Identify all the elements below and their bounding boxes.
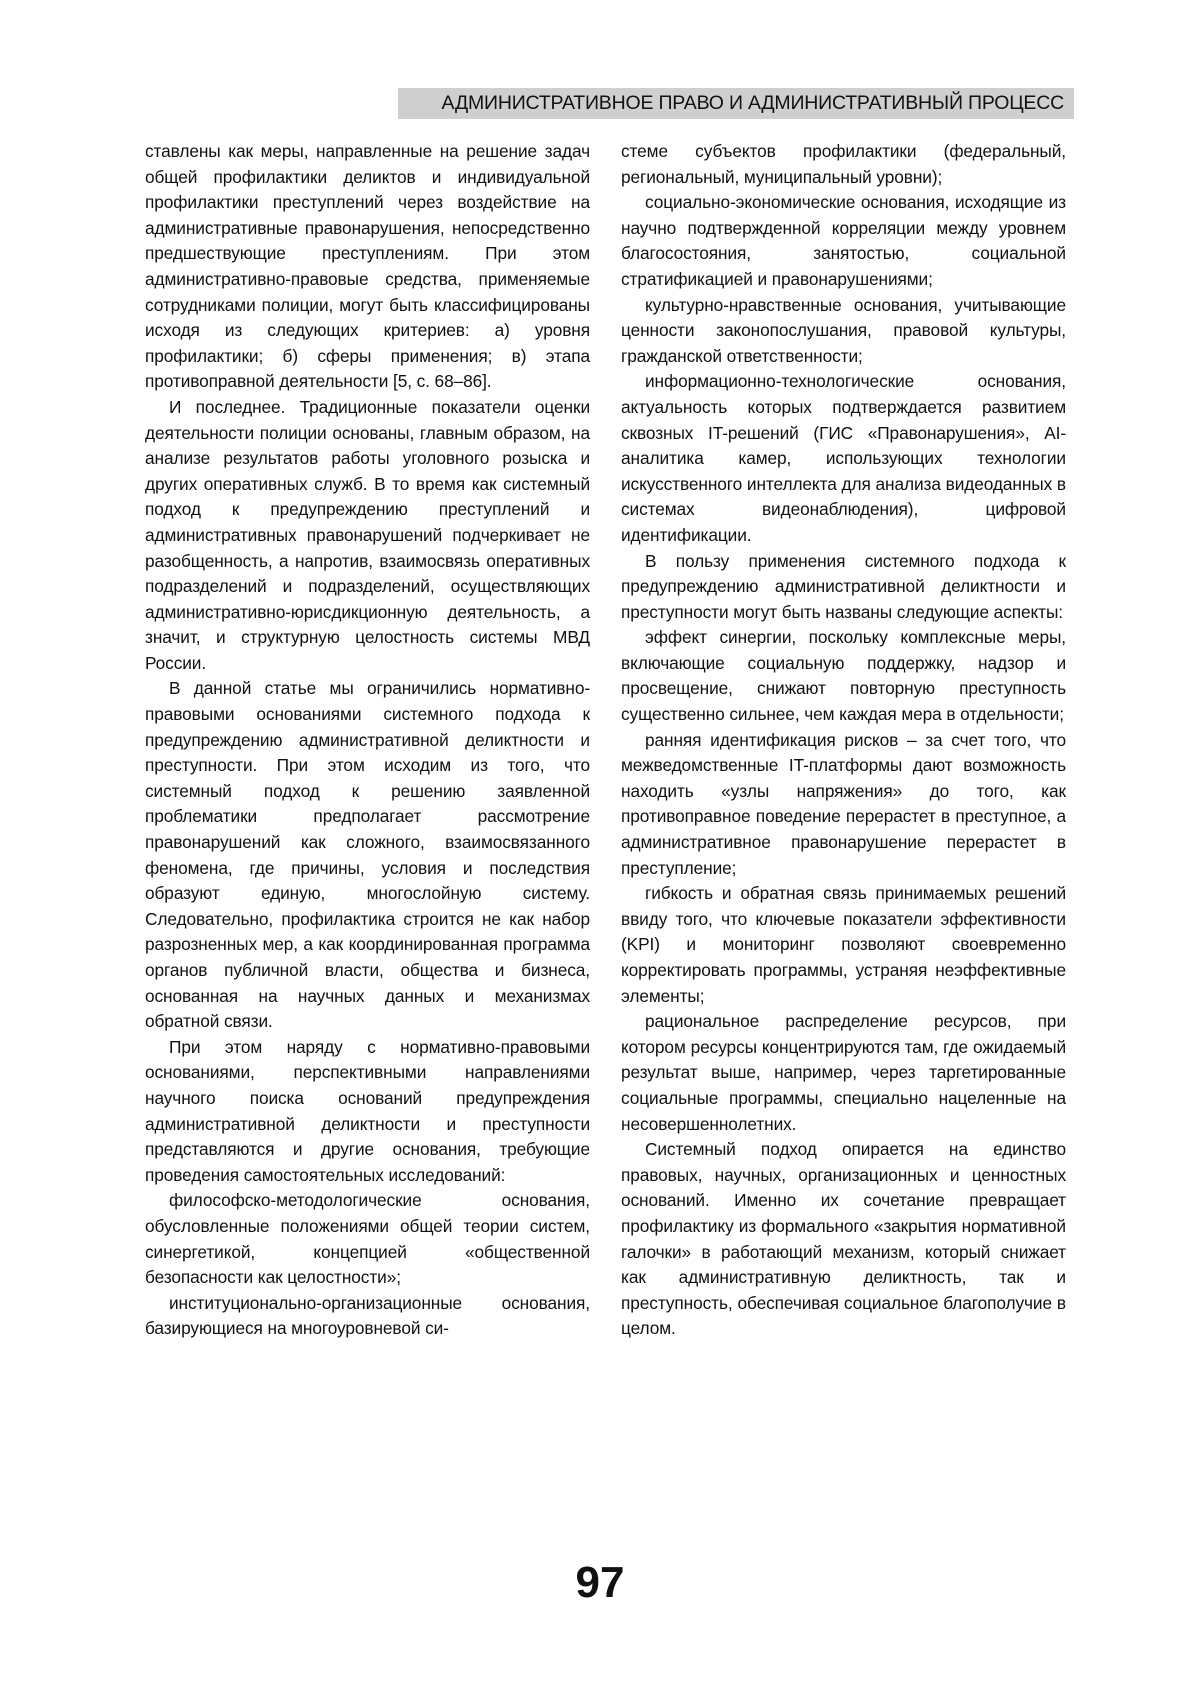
right-column	[621, 139, 1066, 1342]
running-header	[398, 88, 1074, 119]
list-item: институционально-организационные основания, базирующиеся на многоуровневой си-	[145, 1292, 590, 1339]
running-header-title: АДМИНИСТРАТИВНОЕ ПРАВО И АДМИНИСТРАТИВНЫЙ ПРОЦЕСС	[441, 92, 1064, 114]
left-column	[145, 139, 590, 1342]
list-item: ранняя идентификация рисков – за счет того, что межведомственные IT-платформы дают возможность находить «узлы напряжения» до того, как противоправное поведение перерастет в преступное, а административное правонарушение перерастет в преступление;	[621, 729, 1066, 878]
list-item: культурно-нравственные основания, учитывающие ценности законопослушания, правовой культуры, гражданской ответственности;	[621, 294, 1066, 366]
list-item: информационно-технологические основания, актуальность которых подтверждается развитием сквозных IT-решений (ГИС «Правонарушения», AI-аналитика камер, использующих технологии искусственного интеллекта для анализа видеоданных в системах видеонаблюдения), цифровой идентификации.	[621, 371, 1066, 545]
list-item: рациональное распределение ресурсов, при котором ресурсы концентрируются там, где ожидаемый результат выше, например, через таргетированные социальные программы, специально нацеленные на несовершеннолетних.	[621, 1011, 1066, 1134]
paragraph: В пользу применения системного подхода к предупреждению административной деликтности и преступности могут быть названы следующие аспекты:	[621, 550, 1066, 622]
paragraph: Системный подход опирается на единство правовых, научных, организационных и ценностных оснований. Именно их сочетание превращает профилактику из формального «закрытия нормативной галочки» в работающий механизм, который снижает как административную деликтность, так и преступность, обеспечивая социальное благополучие в целом.	[621, 1139, 1066, 1339]
list-item: гибкость и обратная связь принимаемых решений ввиду того, что ключевые показатели эффективности (KPI) и мониторинг позволяют своевременно корректировать программы, устраняя неэффективные элементы;	[621, 883, 1066, 1006]
paragraph: ставлены как меры, направленные на решение задач общей профилактики деликтов и индивидуальной профилактики преступлений через воздействие на административные правонарушения, непосредственно предшествующие преступлениям. При этом административно-правовые средства, применяемые сотрудниками полиции, могут быть классифицированы исходя из следующих критериев: а) уровня профилактики; б) сферы применения; в) этапа противоправной деятельности [5, с. 68–86].	[145, 141, 590, 392]
list-item: философско-методологические основания, обусловленные положениями общей теории систем, синергетикой, концепцией «общественной безопасности как целостности»;	[145, 1190, 590, 1288]
page-number: 97	[575, 1558, 625, 1607]
paragraph: И последнее. Традиционные показатели оценки деятельности полиции основаны, главным образом, на анализе результатов работы уголовного розыска и других оперативных служб. В то время как системный подход к предупреждению преступлений и административных правонарушений подчеркивает не разобщенность, а напротив, взаимосвязь оперативных подразделений и подразделений, осуществляющих административно-юрисдикционную деятельность, а значит, и структурную целостность системы МВД России.	[145, 396, 590, 673]
paragraph: В данной статье мы ограничились нормативно-правовыми основаниями системного подхода к предупреждению административной деликтности и преступности. При этом исходим из того, что системный подход к решению заявленной проблематики предполагает рассмотрение правонарушений как сложного, взаимосвязанного феномена, где причины, условия и последствия образуют единую, многослойную систему. Следовательно, профилактика строится не как набор разрозненных мер, а как координированная программа органов публичной власти, общества и бизнеса, основанная на научных данных и механизмах обратной связи.	[145, 678, 590, 1032]
list-item: социально-экономические основания, исходящие из научно подтвержденной корреляции между уровнем благосостояния, занятостью, социальной стратификацией и правонарушениями;	[621, 192, 1066, 289]
list-item: эффект синергии, поскольку комплексные меры, включающие социальную поддержку, надзор и просвещение, снижают повторную преступность существенно сильнее, чем каждая мера в отдельности;	[621, 627, 1066, 725]
list-item: стеме субъектов профилактики (федеральный, региональный, муниципальный уровни);	[621, 141, 1066, 187]
paragraph: При этом наряду с нормативно-правовыми основаниями, перспективными направлениями научного поиска оснований предупреждения административной деликтности и преступности представляются и другие основания, требующие проведения самостоятельных исследований:	[145, 1036, 590, 1185]
